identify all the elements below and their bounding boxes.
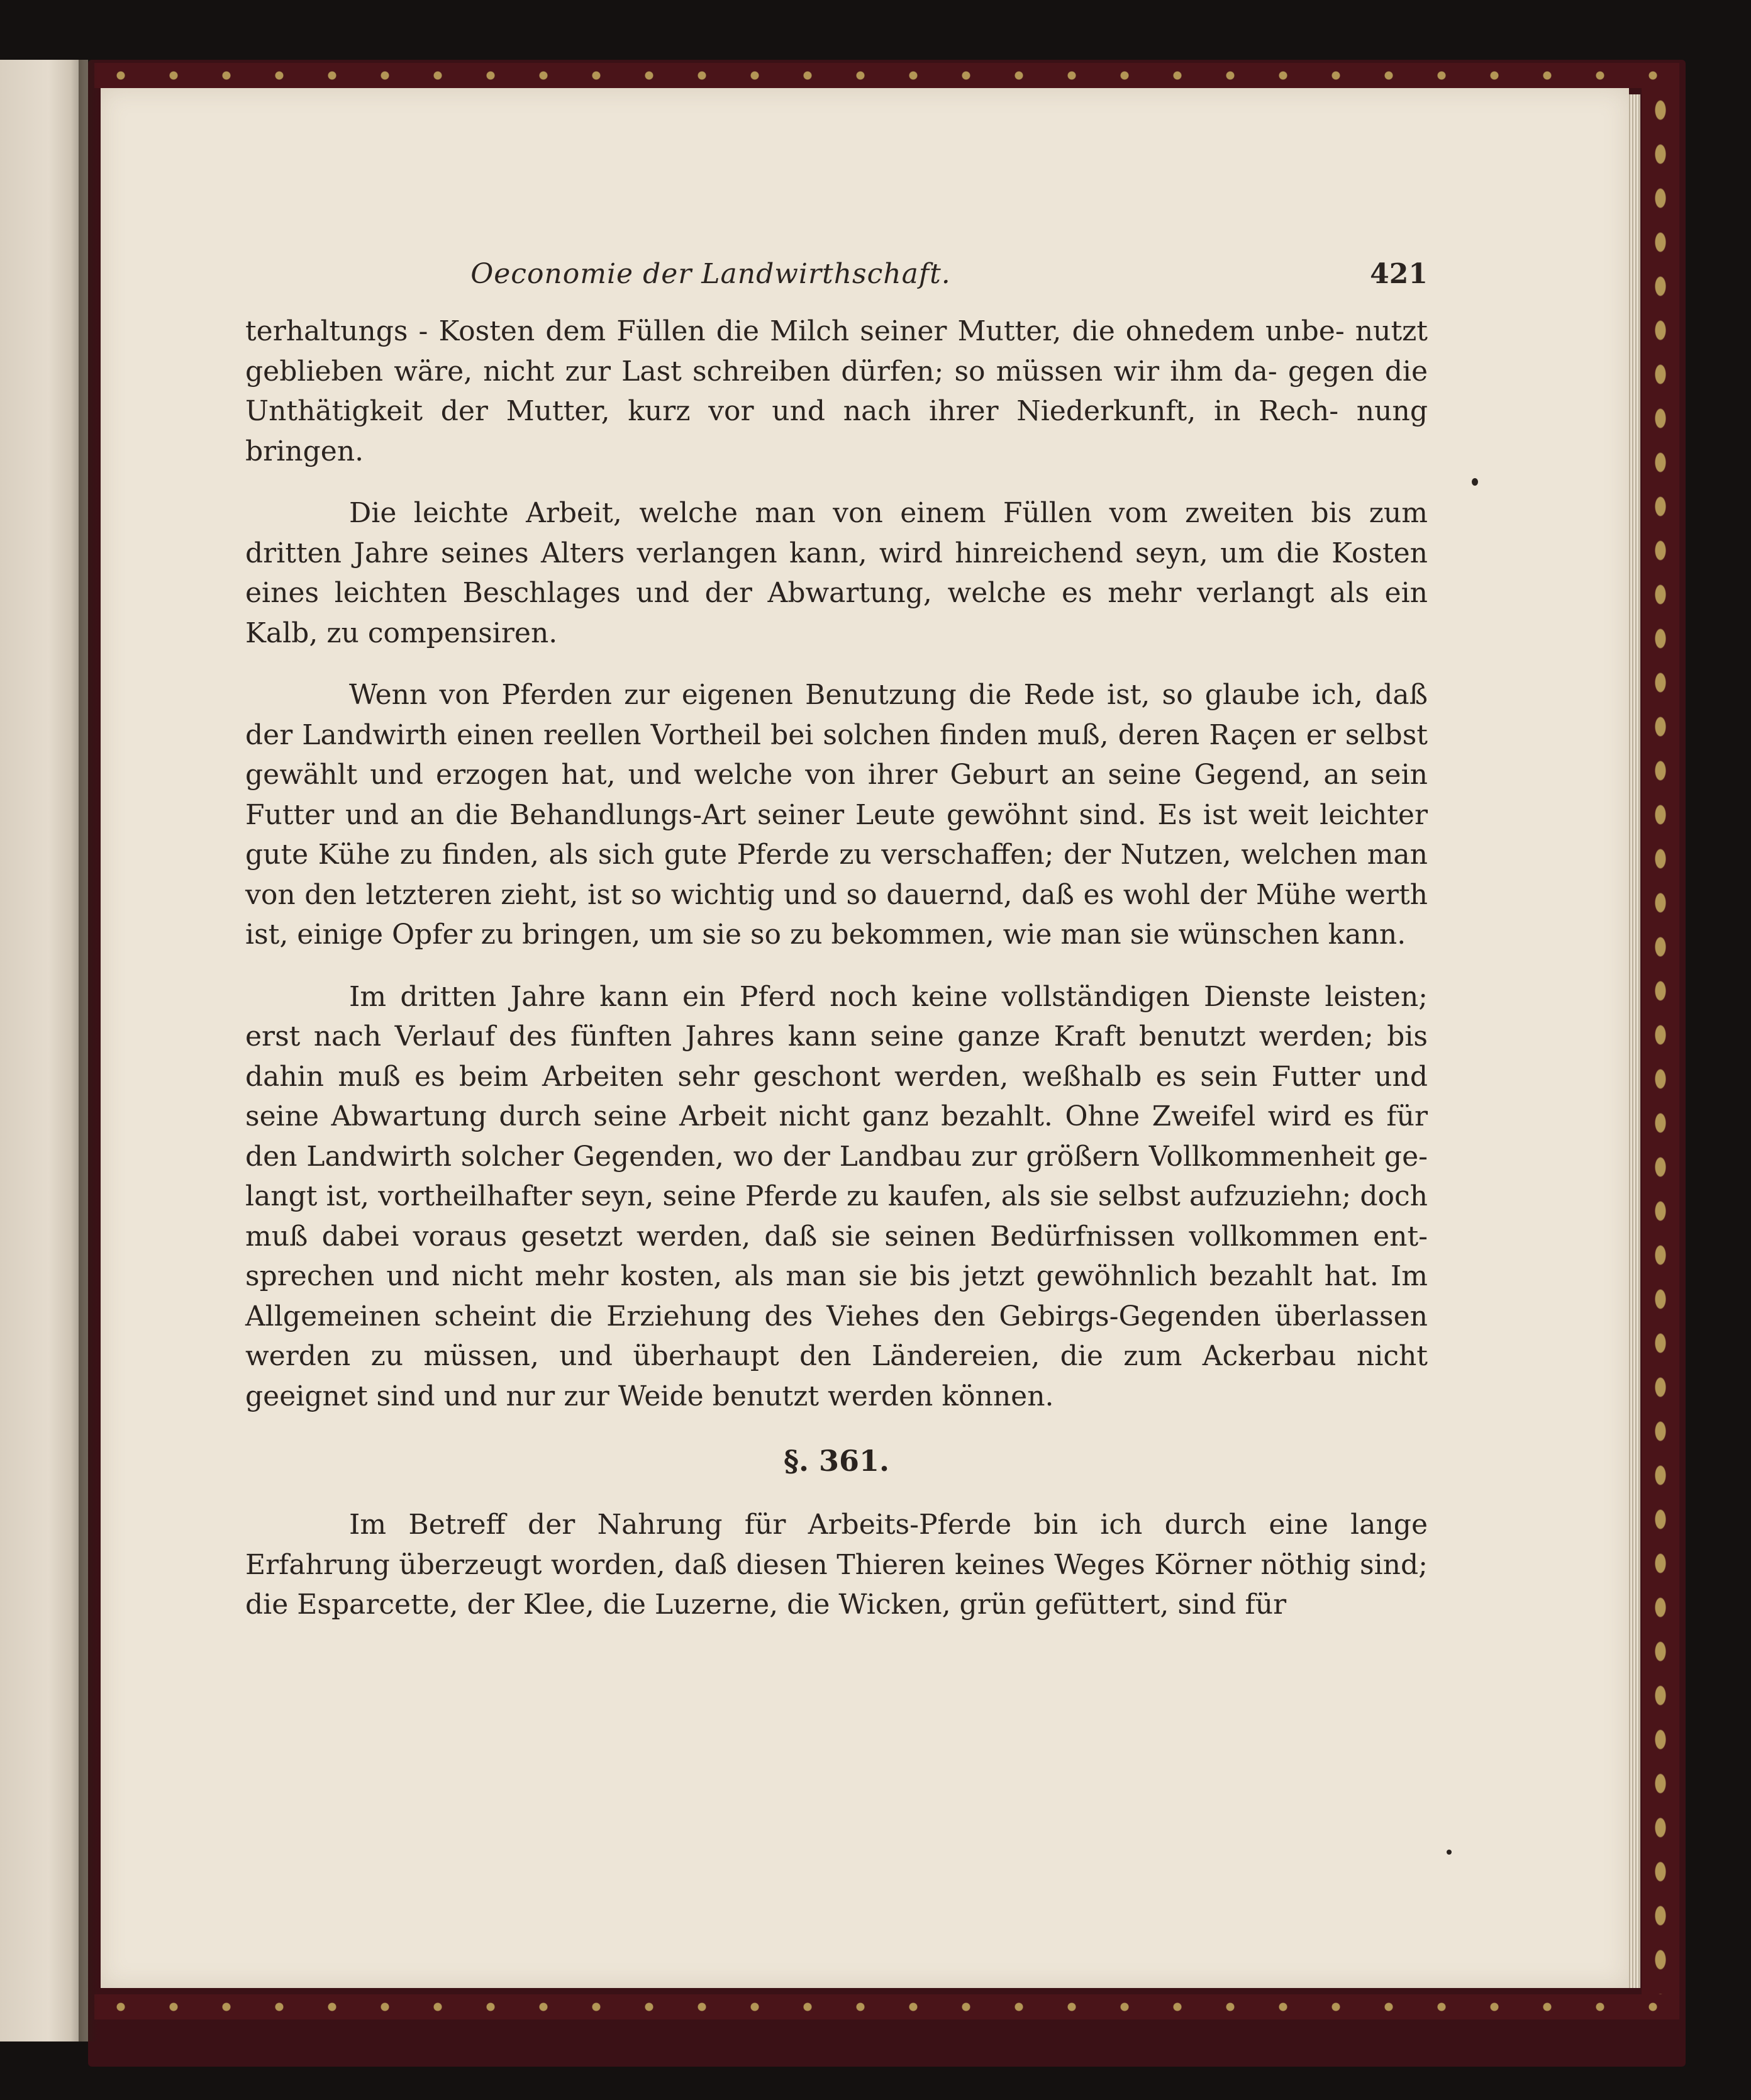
ink-speck — [1472, 478, 1478, 486]
gilt-border-bottom — [94, 1994, 1679, 2019]
body-text — [245, 311, 1428, 1625]
section-heading: §. 361. — [783, 1444, 890, 1478]
running-head: Oeconomie der Landwirthschaft. — [470, 258, 951, 290]
gilt-border-right — [1642, 88, 1679, 1994]
facing-page-edge — [0, 60, 88, 2041]
paragraph-1: terhaltungs - Kosten dem Füllen die Milch seiner Mutter, die ohnedem unbe- nutzt geblieben wäre, nicht zur Last schreiben dürfen; so müssen wir ihm da- gegen die Unthätigkeit der Mutter, kurz vor und nach ihrer Niederkunft, in Rech- nung bringen. — [245, 315, 1428, 467]
paragraph-3: Wenn von Pferden zur eigenen Benutzung die Rede ist, so glaube ich, daß der Landwirth einen reellen Vortheil bei solchen finden muß, deren Raçen er selbst gewählt und erzogen hat, und welche von ihrer Geburt an seine Gegend, an sein Futter und an die Behandlungs-Art seiner Leute gewöhnt sind. Es ist weit leichter gute Kühe zu finden, als sich gute Pferde zu verschaffen; der Nutzen, welchen man von den letzteren zieht, ist so wichtig und so dauernd, daß es wohl der Mühe werth ist, einige Opfer zu bringen, um sie so zu bekommen, wie man sie wünschen kann. — [245, 679, 1428, 951]
paragraph-4: Im dritten Jahre kann ein Pferd noch keine vollständigen Dienste leisten; erst nach Verlauf des fünften Jahres kann seine ganze Kraft benutzt werden; bis dahin muß es beim Arbeiten sehr geschont werden, weßhalb es sein Futter und seine Abwartung durch seine Arbeit nicht ganz bezahlt. Ohne Zweifel wird es für den Landwirth solcher Gegenden, wo der Landbau zur größern Vollkommenheit ge- langt ist, vortheilhafter seyn, seine Pferde zu kaufen, als sie selbst aufzuziehn; doch muß dabei voraus gesetzt werden, daß sie seinen Bedürfnissen vollkommen ent- sprechen und nicht mehr kosten, als man sie bis jetzt gewöhnlich bezahlt hat. Im Allgemeinen scheint die Erziehung des Viehes den Gebirgs-Gegenden überlassen werden zu müssen, und überhaupt den Ländereien, die zum Ackerbau nicht geeignet sind und nur zur Weide benutzt werden können. — [245, 980, 1428, 1412]
ink-speck — [1447, 1850, 1452, 1855]
paragraph-2: Die leichte Arbeit, welche man von einem Füllen vom zweiten bis zum dritten Jahre seines Alters verlangen kann, wird hinreichend seyn, um die Kosten eines leichten Beschlages und der Abwartung, welche es mehr verlangt als ein Kalb, zu compensiren. — [245, 497, 1428, 649]
gilt-border-top — [94, 63, 1679, 88]
page-number: 421 — [1370, 258, 1428, 290]
book-page — [101, 88, 1629, 1988]
section-paragraph-1: Im Betreff der Nahrung für Arbeits-Pferde bin ich durch eine lange Erfahrung überzeugt worden, daß diesen Thieren keines Weges Körner nöthig sind; die Esparcette, der Klee, die Luzerne, die Wicken, grün gefüttert, sind für — [245, 1509, 1428, 1621]
gutter-shadow — [79, 60, 97, 2041]
